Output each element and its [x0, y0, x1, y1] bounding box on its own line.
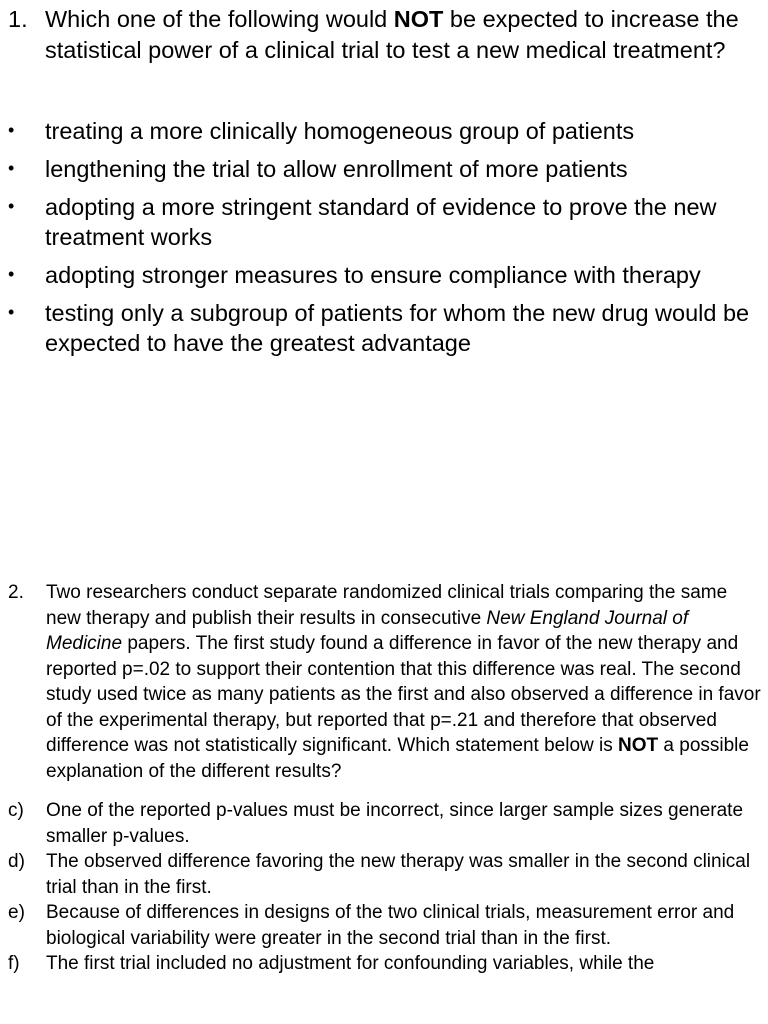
question-1-option [0, 116, 765, 146]
bullet-icon: • [8, 302, 15, 322]
option-letter: d) [8, 851, 25, 872]
question-1 [0, 4, 768, 366]
bullet-icon: • [8, 158, 15, 178]
question-2 [0, 580, 768, 977]
question-1-options [0, 116, 768, 358]
question-1-option [0, 260, 765, 290]
question-1-number: 1. [8, 6, 28, 32]
question-1-stem [0, 4, 765, 66]
question-2-stem-text-end: a possible explanation of the different results? [46, 735, 749, 782]
question-2-stem-text-mid: papers. The first study found a difference in favor of the new therapy and reported p=.02 to support their contention that this difference was real. The second study used twice as many patients as the first and also observed a difference in favor of the experimental therapy, but reported that p=.21 and therefore that observed difference was not statistically significant. Which statement below is [46, 633, 761, 756]
option-text: testing only a subgroup of patients for whom the new drug would be expected to have the greatest advantage [45, 300, 750, 356]
journal-name: New England Journal of Medicine [46, 607, 689, 654]
option-letter: e) [8, 902, 25, 923]
option-text: adopting stronger measures to ensure compliance with therapy [45, 262, 701, 288]
question-2-option [0, 900, 761, 951]
question-2-options [0, 798, 768, 977]
bullet-icon: • [8, 196, 15, 216]
question-1-emphasis: NOT [393, 6, 444, 32]
option-text: The observed difference favoring the new therapy was smaller in the second clinical trial than in the first. [46, 851, 751, 898]
question-2-stem-text: Two researchers conduct separate randomized clinical trials comparing the same new therapy and publish their results in consecutive [46, 582, 728, 629]
question-1-stem-text: Which one of the following would [45, 6, 394, 32]
option-text: adopting a more stringent standard of evidence to prove the new treatment works [45, 194, 717, 250]
option-text: The first trial included no adjustment for confounding variables, while the [46, 953, 655, 974]
question-2-stem [0, 580, 761, 784]
option-text: Because of differences in designs of the two clinical trials, measurement error and biological variability were greater in the second trial than in the first. [46, 902, 735, 949]
question-1-option [0, 192, 765, 252]
question-2-option [0, 849, 761, 900]
option-text: lengthening the trial to allow enrollment of more patients [45, 156, 628, 182]
question-2-option [0, 951, 761, 977]
option-text: treating a more clinically homogeneous group of patients [45, 118, 635, 144]
question-2-number: 2. [8, 582, 24, 603]
question-1-option [0, 298, 765, 358]
option-letter: c) [8, 800, 24, 821]
bullet-icon: • [8, 264, 15, 284]
option-letter: f) [8, 953, 20, 974]
question-1-option [0, 154, 765, 184]
option-text: One of the reported p-values must be incorrect, since larger sample sizes generate smaller p-values. [46, 800, 744, 847]
question-1-stem-text-end: be expected to increase the statistical power of a clinical trial to test a new medical treatment? [45, 6, 739, 63]
question-2-option [0, 798, 761, 849]
bullet-icon: • [8, 120, 15, 140]
question-2-emphasis: NOT [618, 735, 659, 756]
